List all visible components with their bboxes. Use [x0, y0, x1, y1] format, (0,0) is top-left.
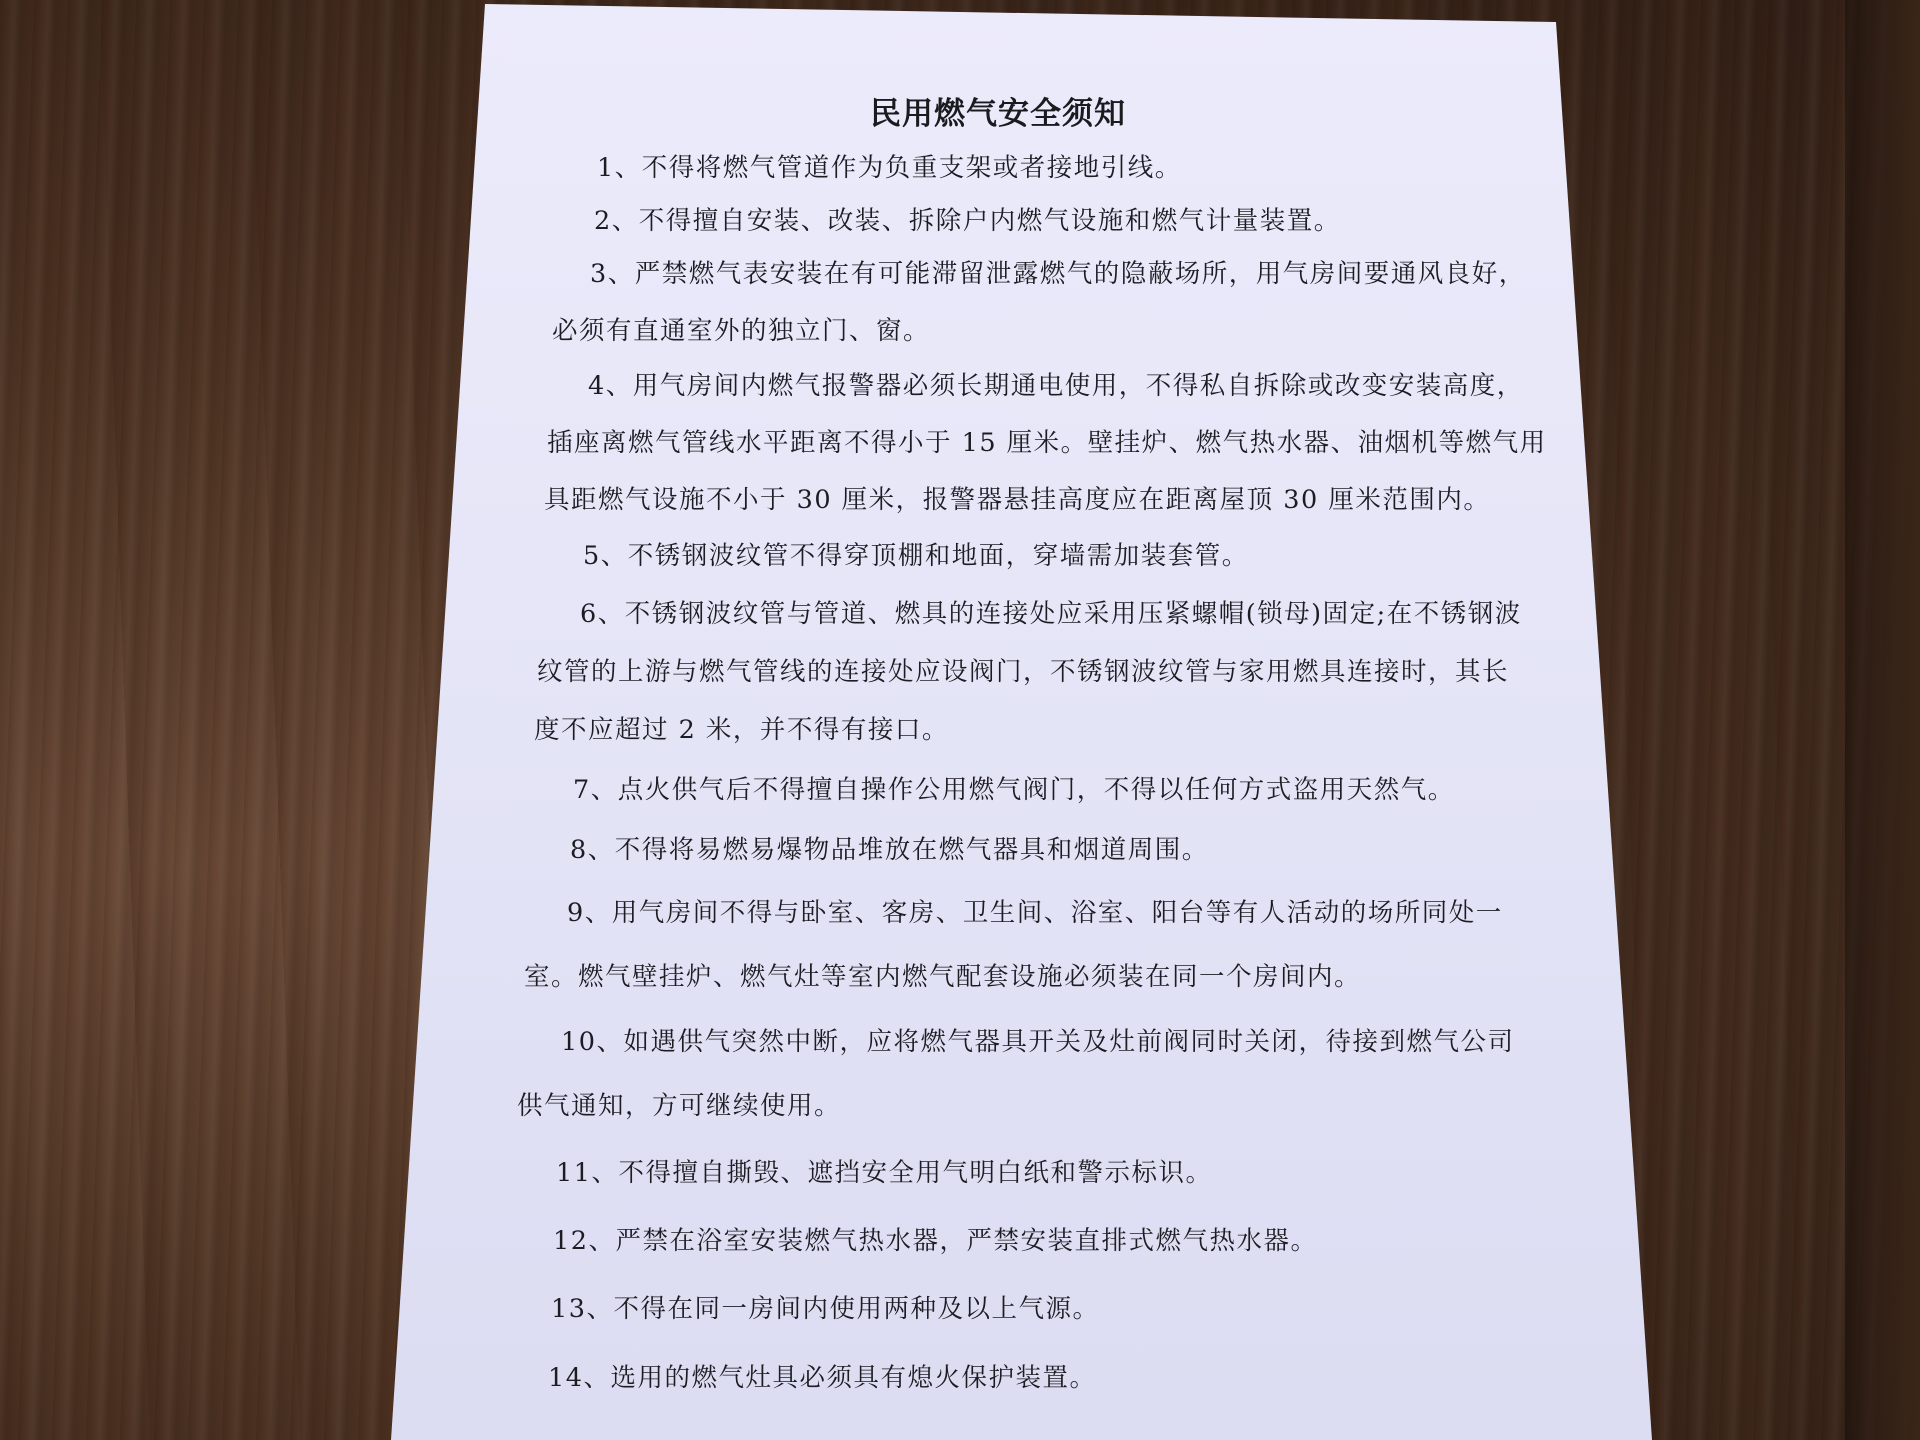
rule-line-12: 7、点火供气后不得擅自操作公用燃气阀门，不得以任何方式盗用天然气。: [573, 775, 1455, 805]
rule-line-13: 8、不得将易燃易爆物品堆放在燃气器具和烟道周围。: [570, 835, 1209, 865]
rule-line-16: 10、如遇供气突然中断，应将燃气器具开关及灶前阀同时关闭，待接到燃气公司: [561, 1027, 1515, 1057]
rule-line-2: 2、不得擅自安装、改装、拆除户内燃气设施和燃气计量装置。: [594, 206, 1341, 236]
table-edge: [1845, 0, 1920, 1440]
rule-line-17: 供气通知，方可继续使用。: [517, 1091, 842, 1121]
rule-line-19: 12、严禁在浴室安装燃气热水器，严禁安装直排式燃气热水器。: [553, 1226, 1318, 1256]
rule-line-5: 4、用气房间内燃气报警器必须长期通电使用，不得私自拆除或改变安装高度，: [588, 371, 1524, 401]
rule-line-7: 具距燃气设施不小于 30 厘米，报警器悬挂高度应在距离屋顶 30 厘米范围内。: [544, 485, 1491, 515]
rule-line-11: 度不应超过 2 米，并不得有接口。: [534, 715, 949, 745]
rule-line-10: 纹管的上游与燃气管线的连接处应设阀门，不锈钢波纹管与家用燃具连接时，其长: [537, 657, 1510, 687]
rule-line-8: 5、不锈钢波纹管不得穿顶棚和地面，穿墙需加装套管。: [583, 541, 1249, 571]
rule-line-14: 9、用气房间不得与卧室、客房、卫生间、浴室、阳台等有人活动的场所同处一: [567, 898, 1503, 928]
rule-line-1: 1、不得将燃气管道作为负重支架或者接地引线。: [597, 153, 1182, 183]
rule-line-3: 3、严禁燃气表安装在有可能滞留泄露燃气的隐蔽场所，用气房间要通风良好，: [590, 259, 1526, 289]
document-title: 民用燃气安全须知: [870, 96, 1126, 132]
rule-line-6: 插座离燃气管线水平距离不得小于 15 厘米。壁挂炉、燃气热水器、油烟机等燃气用: [547, 428, 1547, 458]
rule-line-21: 14、选用的燃气灶具必须具有熄火保护装置。: [548, 1363, 1097, 1393]
rule-line-18: 11、不得擅自撕毁、遮挡安全用气明白纸和警示标识。: [556, 1158, 1213, 1188]
rule-line-20: 13、不得在同一房间内使用两种及以上气源。: [551, 1294, 1100, 1324]
rule-line-9: 6、不锈钢波纹管与管道、燃具的连接处应采用压紧螺帽(锁母)固定;在不锈钢波: [580, 599, 1522, 629]
rule-line-15: 室。燃气壁挂炉、燃气灶等室内燃气配套设施必须装在同一个房间内。: [524, 962, 1362, 992]
rule-line-4: 必须有直通室外的独立门、窗。: [552, 316, 931, 346]
